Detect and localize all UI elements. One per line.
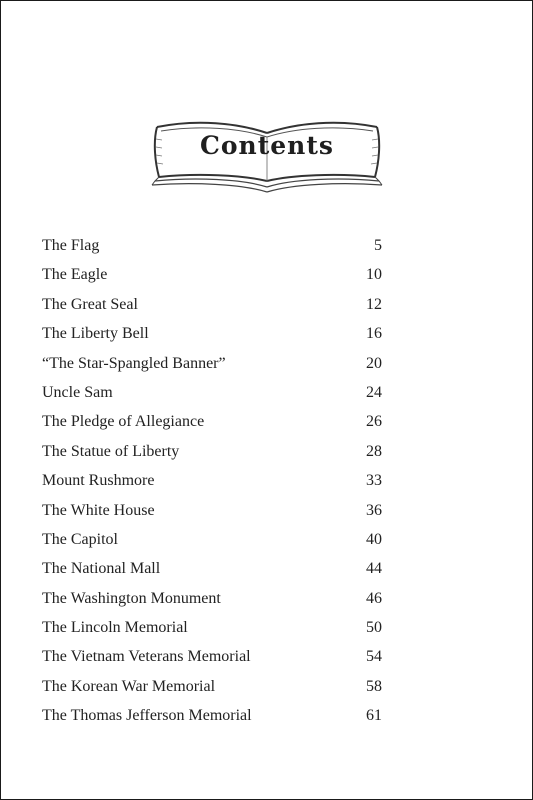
toc-entry-page: 20 [366,354,382,372]
toc-entry-page: 33 [366,472,382,490]
toc-entry-page: 44 [366,560,382,578]
toc-entry-title: The Liberty Bell [42,325,149,343]
contents-heading [147,117,387,201]
toc-entry-page: 12 [366,295,382,313]
toc-entry[interactable] [42,500,382,529]
toc-entry-title: The Capitol [42,530,118,548]
toc-entry-title: Mount Rushmore [42,472,155,490]
toc-entry-title: The Great Seal [42,295,138,313]
toc-entry-title: The Eagle [42,266,108,284]
toc-entry-page: 40 [366,530,382,548]
toc-entry-title: The Flag [42,237,100,254]
toc-entry[interactable] [42,705,382,734]
toc-entry-title: The White House [42,501,155,519]
toc-entry[interactable] [42,529,382,558]
toc-entry[interactable] [42,441,382,470]
page-title: Contents [199,131,334,160]
toc-entry[interactable] [42,294,382,323]
toc-entry-title: The Vietnam Veterans Memorial [42,648,251,666]
toc-entry-title: “The Star-Spangled Banner” [42,354,226,372]
toc-entry-page: 54 [366,648,382,666]
toc-entry-page: 46 [366,589,382,607]
toc-entry[interactable] [42,470,382,499]
toc-entry[interactable] [42,588,382,617]
toc-entry-page: 26 [366,413,382,431]
toc-entry[interactable] [42,323,382,352]
toc-entry[interactable] [42,646,382,675]
toc-entry-page: 5 [374,237,382,254]
toc-entry[interactable] [42,411,382,440]
table-of-contents [42,235,382,735]
toc-entry[interactable] [42,676,382,705]
toc-entry-page: 58 [366,677,382,695]
toc-entry-title: The Thomas Jefferson Memorial [42,707,252,725]
toc-entry[interactable] [42,264,382,293]
toc-entry-title: The Washington Monument [42,589,221,607]
toc-entry-title: The Korean War Memorial [42,677,216,695]
toc-entry-title: The Lincoln Memorial [42,619,188,637]
toc-entry-page: 16 [366,325,382,343]
toc-entry-title: Uncle Sam [42,383,113,401]
toc-entry[interactable] [42,558,382,587]
toc-entry-page: 50 [366,619,382,637]
toc-entry-page: 61 [366,707,382,725]
toc-entry[interactable] [42,235,382,264]
toc-entry[interactable] [42,382,382,411]
toc-entry[interactable] [42,353,382,382]
toc-entry-title: The National Mall [42,560,161,578]
toc-entry-page: 28 [366,442,382,460]
toc-entry-title: The Pledge of Allegiance [42,413,205,431]
toc-entry[interactable] [42,617,382,646]
toc-entry-title: The Statue of Liberty [42,442,180,460]
toc-entry-page: 36 [366,501,382,519]
toc-entry-page: 10 [366,266,382,284]
toc-entry-page: 24 [366,383,382,401]
